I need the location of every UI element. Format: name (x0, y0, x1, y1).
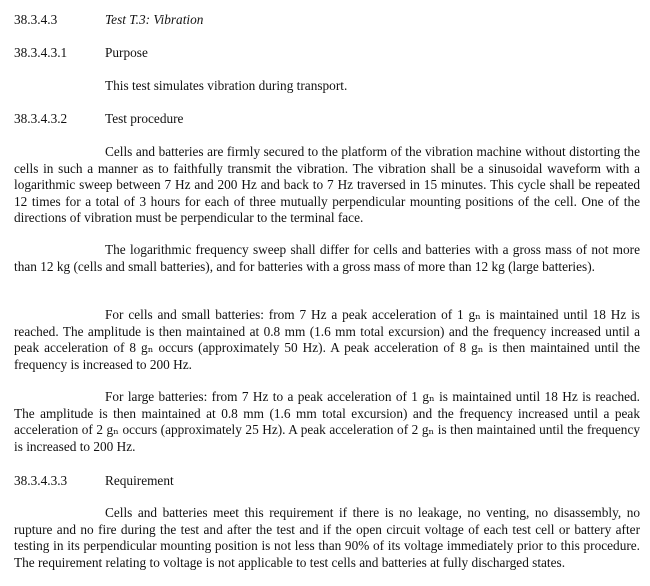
purpose-text: This test simulates vibration during transport. (105, 78, 348, 93)
procedure-paragraph: For cells and small batteries: from 7 Hz a peak acceleration of 1 gₙ is maintained until 18 Hz is reached. The amplitude is then maintained at 0.8 mm (1.6 mm total excursion) and the frequency increased until a peak acceleration of 8 gₙ occurs (approximately 50 Hz). A peak acceleration of 8 gₙ is then maintained until the frequency is increased to 200 Hz. (14, 307, 640, 372)
procedure-paragraph: Cells and batteries are firmly secured to the platform of the vibration machine without distorting the cells in such a manner as to faithfully transmit the vibration. The vibration shall be a sinusoidal waveform with a logarithmic sweep between 7 Hz and 200 Hz and back to 7 Hz traversed in 15 minutes. This cycle shall be repeated 12 times for a total of 3 hours for each of three mutually perpendicular mounting positions of the cell. One of the directions of vibration must be perpendicular to the terminal face. (14, 144, 640, 225)
subsection-number: 38.3.4.3.2 (14, 111, 68, 126)
section-number: 38.3.4.3 (14, 12, 58, 27)
subsection-title: Test procedure (105, 111, 184, 126)
section-heading-38-3-4-3 (14, 12, 203, 29)
subsection-title: Purpose (105, 45, 148, 60)
subsection-heading-test-procedure (14, 111, 183, 128)
procedure-paragraph: The logarithmic frequency sweep shall differ for cells and batteries with a gross mass of not more than 12 kg (cells and small batteries), and for batteries with a gross mass of more than 12 kg (large batteries). (14, 242, 640, 274)
subsection-heading-purpose (14, 45, 148, 62)
subsection-title: Requirement (105, 473, 174, 488)
requirement-paragraph: Cells and batteries meet this requirement if there is no leakage, no venting, no disassembly, no rupture and no fire during the test and after the test and if the open circuit voltage of each test cell or battery after testing in its perpendicular mounting position is not less than 90% of its voltage immediately prior to this procedure. The requirement relating to voltage is not applicable to test cells and batteries at fully discharged states. (14, 505, 640, 570)
subsection-number: 38.3.4.3.1 (14, 45, 68, 60)
subsection-number: 38.3.4.3.3 (14, 473, 68, 488)
procedure-paragraph: For large batteries: from 7 Hz to a peak acceleration of 1 gₙ is maintained until 18 Hz is reached. The amplitude is then maintained at 0.8 mm (1.6 mm total excursion) and the frequency increased until a peak acceleration of 2 gₙ occurs (approximately 25 Hz). A peak acceleration of 2 gₙ is then maintained until the frequency is increased to 200 Hz. (14, 389, 640, 454)
section-title: Test T.3: Vibration (105, 12, 204, 27)
subsection-heading-requirement (14, 473, 174, 490)
